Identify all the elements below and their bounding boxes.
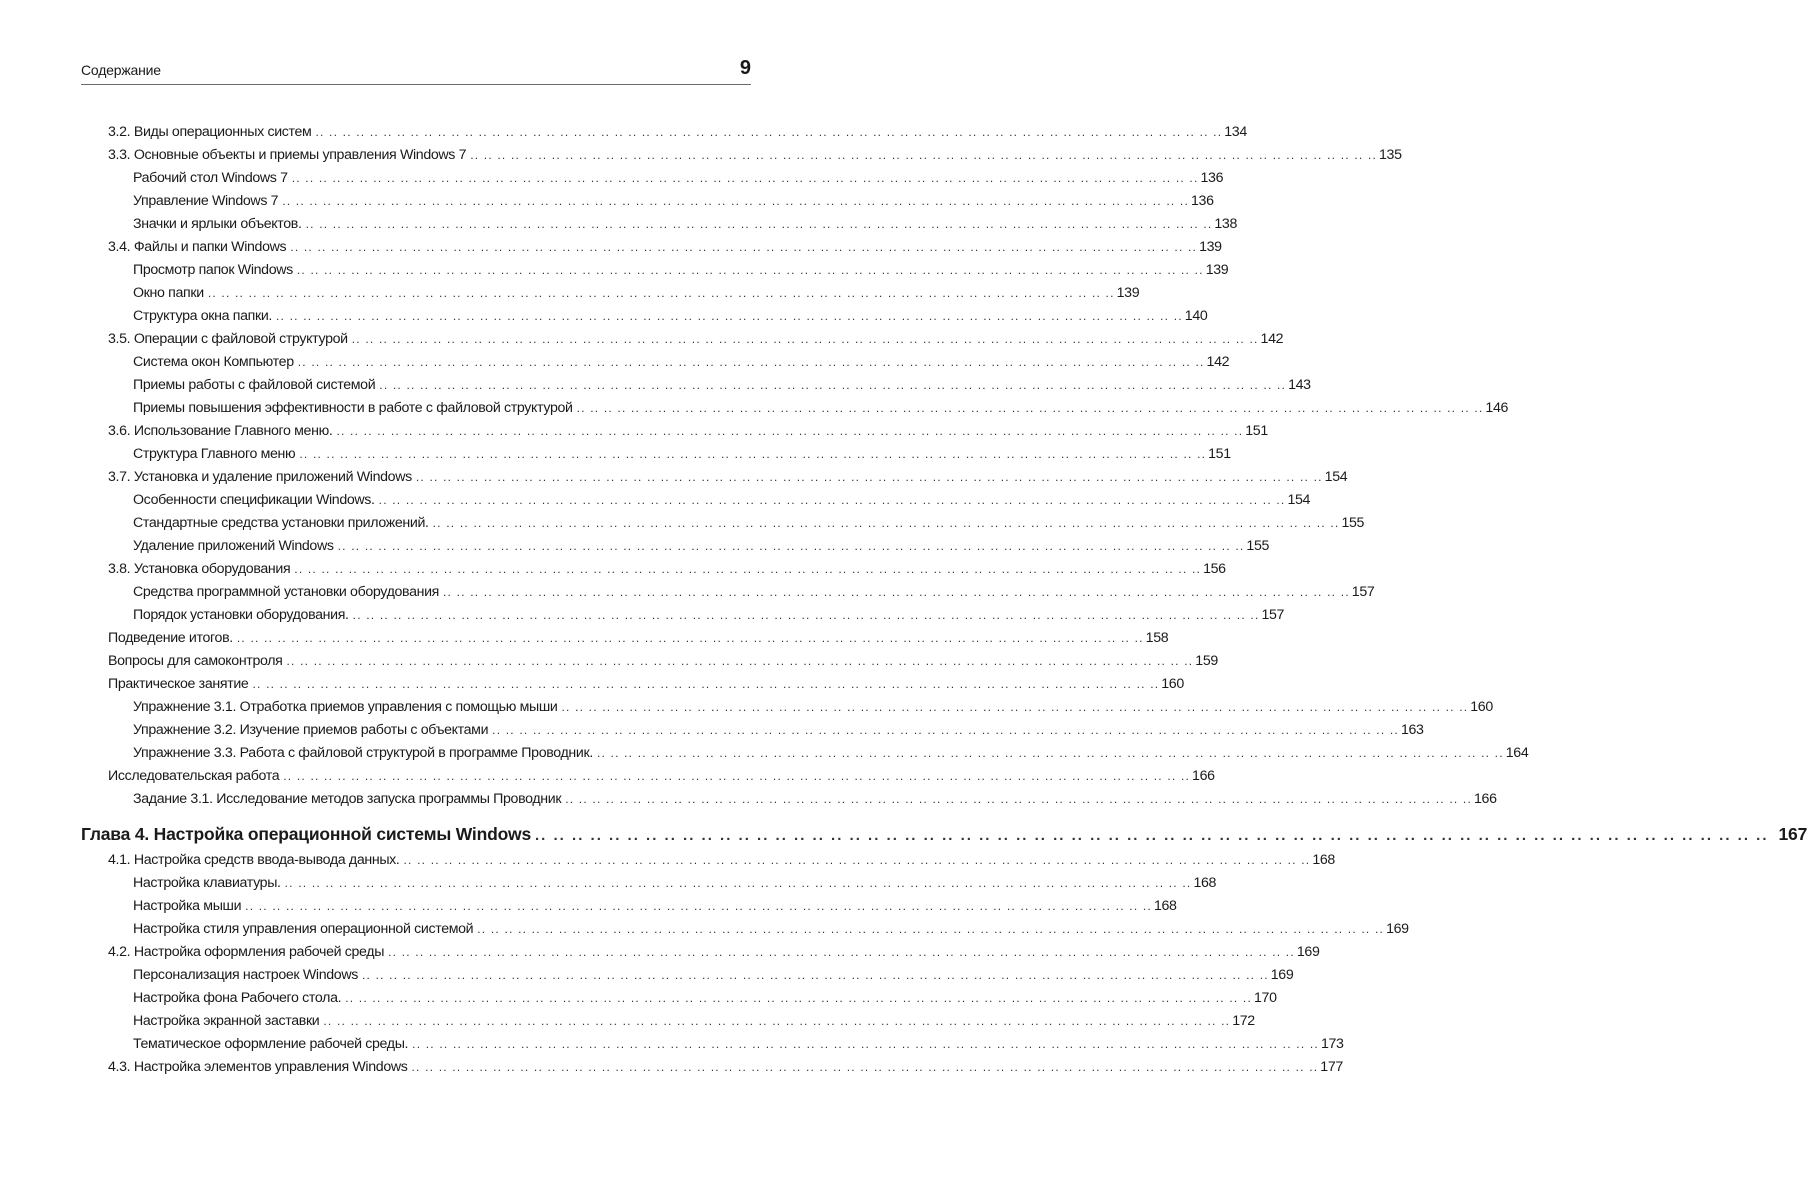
toc-entry-title: Исследовательская работа — [108, 768, 280, 784]
dot-leader: .. .. .. .. .. .. .. .. .. .. .. .. .. .. .. .. .. .. .. .. .. .. .. .. .. .. .. .. .. .. .. .. .. .. .. .. .. .. .. .. .. .. .. .. .. .. .. .. .. .. .. .. .. .. .. .. .. .. .. .. .. .. .. .. .. .. .. — [297, 355, 1205, 369]
toc-entry[interactable] — [81, 630, 1169, 653]
toc-entry-page: 157 — [1261, 607, 1285, 623]
toc-entry-title: Приемы работы с файловой системой — [133, 377, 376, 393]
toc-entry[interactable] — [81, 400, 1509, 423]
toc-entry[interactable] — [81, 584, 1375, 607]
toc-entry[interactable] — [81, 538, 1270, 561]
dot-leader: .. .. .. .. .. .. .. .. .. .. .. .. .. .. .. .. .. .. .. .. .. .. .. .. .. .. .. .. .. .. .. .. .. .. .. .. .. .. .. .. .. .. .. .. .. .. .. .. .. .. .. .. .. .. .. .. .. .. .. .. .. .. .. .. .. .. .. — [352, 608, 1260, 622]
dot-leader: .. .. .. .. .. .. .. .. .. .. .. .. .. .. .. .. .. .. .. .. .. .. .. .. .. .. .. .. .. .. .. .. .. .. .. .. .. .. .. .. .. .. .. .. .. .. .. .. .. .. .. .. .. .. .. .. .. .. .. .. .. .. .. .. .. .. .. — [443, 585, 1350, 599]
toc-entry-page: 151 — [1208, 446, 1231, 462]
toc-entry-title: Управление Windows 7 — [133, 193, 279, 209]
toc-entry[interactable] — [81, 170, 1224, 193]
toc-entry-title: Порядок установки оборудования. — [133, 607, 349, 623]
toc-entry-page: 168 — [1153, 898, 1177, 914]
toc-entry-page: 135 — [1378, 147, 1402, 163]
toc-entry-page: 160 — [1470, 699, 1493, 715]
toc-entry[interactable] — [81, 285, 1140, 308]
toc-entry[interactable] — [81, 1013, 1255, 1036]
toc-entry-title: Вопросы для самоконтроля — [108, 653, 283, 669]
dot-leader: .. .. .. .. .. .. .. .. .. .. .. .. .. .. .. .. .. .. .. .. .. .. .. .. .. .. .. .. .. .. .. .. .. .. .. .. .. .. .. .. .. .. .. .. .. .. .. .. .. .. .. .. .. .. .. .. .. .. .. .. .. .. .. .. .. .. .. — [276, 309, 1183, 323]
toc-entry-page: 157 — [1351, 584, 1375, 600]
toc-entry-page: 143 — [1288, 377, 1311, 393]
toc-entry-title: Упражнение 3.2. Изучение приемов работы с объектами — [133, 722, 489, 738]
toc-entry-title: 3.7. Установка и удаление приложений Windows — [108, 469, 412, 485]
page-number: 9 — [739, 57, 751, 79]
dot-leader: .. .. .. .. .. .. .. .. .. .. .. .. .. .. .. .. .. .. .. .. .. .. .. .. .. .. .. .. .. .. .. .. .. .. .. .. .. .. .. .. .. .. .. .. .. .. .. .. .. .. .. .. .. .. .. .. .. .. .. .. .. .. .. .. .. .. .. — [294, 562, 1202, 576]
toc-entry-page: 156 — [1203, 561, 1226, 577]
dot-leader: .. .. .. .. .. .. .. .. .. .. .. .. .. .. .. .. .. .. .. .. .. .. .. .. .. .. .. .. .. .. .. .. .. .. .. .. .. .. .. .. .. .. .. .. .. .. .. .. .. .. .. .. .. .. .. .. .. .. .. .. .. .. .. .. .. .. .. — [286, 654, 1194, 668]
toc-entry-page: 140 — [1184, 308, 1208, 324]
dot-leader: .. .. .. .. .. .. .. .. .. .. .. .. .. .. .. .. .. .. .. .. .. .. .. .. .. .. .. .. .. .. .. .. .. .. .. .. .. .. .. .. .. .. .. .. .. .. .. .. .. .. .. .. .. .. .. .. .. .. .. .. .. .. .. .. .. .. .. — [291, 171, 1199, 185]
toc-entry[interactable] — [81, 852, 1335, 875]
toc-entry-page: 142 — [1206, 354, 1230, 370]
toc-entry[interactable] — [81, 423, 1268, 446]
toc-entry[interactable] — [81, 699, 1493, 722]
toc-entry-title: Настройка мыши — [133, 898, 242, 914]
toc-entry-title: Стандартные средства установки приложений. — [133, 515, 429, 531]
toc-entry[interactable] — [81, 331, 1284, 354]
toc-entry-page: 155 — [1246, 538, 1270, 554]
dot-leader: .. .. .. .. .. .. .. .. .. .. .. .. .. .. .. .. .. .. .. .. .. .. .. .. .. .. .. .. .. .. .. .. .. .. .. .. .. .. .. .. .. .. .. .. .. .. .. .. .. .. .. .. .. .. .. .. .. .. .. .. .. .. .. .. .. .. .. — [565, 792, 1472, 806]
dot-leader: .. .. .. .. .. .. .. .. .. .. .. .. .. .. .. .. .. .. .. .. .. .. .. .. .. .. .. .. .. .. .. .. .. .. .. .. .. .. .. .. .. .. .. .. .. .. .. .. .. .. .. .. .. .. .. .. .. .. .. .. .. .. .. .. .. .. .. — [535, 827, 1769, 844]
toc-entry-page: 142 — [1260, 331, 1284, 347]
toc-entry-title: 4.1. Настройка средств ввода-вывода данных. — [108, 852, 400, 868]
dot-leader: .. .. .. .. .. .. .. .. .. .. .. .. .. .. .. .. .. .. .. .. .. .. .. .. .. .. .. .. .. .. .. .. .. .. .. .. .. .. .. .. .. .. .. .. .. .. .. .. .. .. .. .. .. .. .. .. .. .. .. .. .. .. .. .. .. .. .. — [296, 263, 1204, 277]
toc-entry-title: 4.2. Настройка оформления рабочей среды — [108, 944, 385, 960]
dot-leader: .. .. .. .. .. .. .. .. .. .. .. .. .. .. .. .. .. .. .. .. .. .. .. .. .. .. .. .. .. .. .. .. .. .. .. .. .. .. .. .. .. .. .. .. .. .. .. .. .. .. .. .. .. .. .. .. .. .. .. .. .. .. .. .. .. .. .. — [432, 516, 1340, 530]
toc-entry-page: 146 — [1485, 400, 1509, 416]
toc-entry-title: 3.2. Виды операционных систем — [108, 124, 312, 140]
toc-entry-title: Система окон Компьютер — [133, 354, 294, 370]
toc-entry-page: 155 — [1341, 515, 1365, 531]
dot-leader: .. .. .. .. .. .. .. .. .. .. .. .. .. .. .. .. .. .. .. .. .. .. .. .. .. .. .. .. .. .. .. .. .. .. .. .. .. .. .. .. .. .. .. .. .. .. .. .. .. .. .. .. .. .. .. .. .. .. .. .. .. .. .. .. .. .. .. — [415, 470, 1323, 484]
toc-entry-page: 172 — [1232, 1013, 1255, 1029]
toc-chapter-entry[interactable] — [81, 824, 1807, 852]
toc-entry-title: Приемы повышения эффективности в работе с файловой структурой — [133, 400, 573, 416]
dot-leader: .. .. .. .. .. .. .. .. .. .. .. .. .. .. .. .. .. .. .. .. .. .. .. .. .. .. .. .. .. .. .. .. .. .. .. .. .. .. .. .. .. .. .. .. .. .. .. .. .. .. .. .. .. .. .. .. .. .. .. .. .. .. .. .. .. .. .. — [323, 1014, 1231, 1028]
toc-entry-page: 170 — [1254, 990, 1277, 1006]
toc-entry[interactable] — [81, 262, 1229, 285]
toc-entry-title: Задание 3.1. Исследование методов запуска программы Проводник — [133, 791, 562, 807]
toc-entry-page: 160 — [1161, 676, 1184, 692]
toc-entry[interactable] — [81, 898, 1177, 921]
toc-entry-page: 151 — [1245, 423, 1268, 439]
toc-entry-page: 168 — [1312, 852, 1335, 868]
toc-entry-title: 3.5. Операции с файловой структурой — [108, 331, 348, 347]
toc-entry-title: Значки и ярлыки объектов. — [133, 216, 302, 232]
dot-leader: .. .. .. .. .. .. .. .. .. .. .. .. .. .. .. .. .. .. .. .. .. .. .. .. .. .. .. .. .. .. .. .. .. .. .. .. .. .. .. .. .. .. .. .. .. .. .. .. .. .. .. .. .. .. .. .. .. .. .. .. .. .. .. .. .. .. .. — [345, 991, 1252, 1005]
toc-entry-page: 167 — [1778, 824, 1807, 844]
toc-entry-page: 173 — [1320, 1036, 1344, 1052]
dot-leader: .. .. .. .. .. .. .. .. .. .. .. .. .. .. .. .. .. .. .. .. .. .. .. .. .. .. .. .. .. .. .. .. .. .. .. .. .. .. .. .. .. .. .. .. .. .. .. .. .. .. .. .. .. .. .. .. .. .. .. .. .. .. .. .. .. .. .. — [337, 539, 1245, 553]
dot-leader: .. .. .. .. .. .. .. .. .. .. .. .. .. .. .. .. .. .. .. .. .. .. .. .. .. .. .. .. .. .. .. .. .. .. .. .. .. .. .. .. .. .. .. .. .. .. .. .. .. .. .. .. .. .. .. .. .. .. .. .. .. .. .. .. .. .. .. — [351, 332, 1259, 346]
dot-leader: .. .. .. .. .. .. .. .. .. .. .. .. .. .. .. .. .. .. .. .. .. .. .. .. .. .. .. .. .. .. .. .. .. .. .. .. .. .. .. .. .. .. .. .. .. .. .. .. .. .. .. .. .. .. .. .. .. .. .. .. .. .. .. .. .. .. .. — [561, 700, 1469, 714]
toc-entry-page: 158 — [1145, 630, 1169, 646]
toc-entry-title: Окно папки — [133, 285, 204, 301]
toc-entry-title: Рабочий стол Windows 7 — [133, 170, 288, 186]
toc-entry-page: 163 — [1400, 722, 1424, 738]
toc-entry-page: 154 — [1287, 492, 1311, 508]
toc-entry-page: 164 — [1505, 745, 1529, 761]
running-header — [81, 56, 751, 85]
toc-entry-title: Упражнение 3.1. Отработка приемов управления с помощью мыши — [133, 699, 558, 715]
toc-entry[interactable] — [81, 492, 1311, 515]
table-of-contents — [81, 124, 1807, 1082]
dot-leader: .. .. .. .. .. .. .. .. .. .. .. .. .. .. .. .. .. .. .. .. .. .. .. .. .. .. .. .. .. .. .. .. .. .. .. .. .. .. .. .. .. .. .. .. .. .. .. .. .. .. .. .. .. .. .. .. .. .. .. .. .. .. .. .. .. .. .. — [388, 945, 1295, 959]
toc-entry-page: 169 — [1386, 921, 1409, 937]
toc-entry[interactable] — [81, 446, 1231, 469]
toc-entry[interactable] — [81, 308, 1208, 331]
toc-entry-title: 3.8. Установка оборудования — [108, 561, 291, 577]
dot-leader: .. .. .. .. .. .. .. .. .. .. .. .. .. .. .. .. .. .. .. .. .. .. .. .. .. .. .. .. .. .. .. .. .. .. .. .. .. .. .. .. .. .. .. .. .. .. .. .. .. .. .. .. .. .. .. .. .. .. .. .. .. .. .. .. .. .. .. — [299, 447, 1207, 461]
toc-entry[interactable] — [81, 1059, 1343, 1082]
toc-entry[interactable] — [81, 607, 1285, 630]
toc-entry-title: Подведение итогов. — [108, 630, 233, 646]
toc-entry-title: Структура окна папки. — [133, 308, 272, 324]
dot-leader: .. .. .. .. .. .. .. .. .. .. .. .. .. .. .. .. .. .. .. .. .. .. .. .. .. .. .. .. .. .. .. .. .. .. .. .. .. .. .. .. .. .. .. .. .. .. .. .. .. .. .. .. .. .. .. .. .. .. .. .. .. .. .. .. .. .. .. — [207, 286, 1115, 300]
toc-entry[interactable] — [81, 745, 1529, 768]
toc-entry[interactable] — [81, 990, 1277, 1013]
toc-entry-title: Настройка стиля управления операционной системой — [133, 921, 474, 937]
dot-leader: .. .. .. .. .. .. .. .. .. .. .. .. .. .. .. .. .. .. .. .. .. .. .. .. .. .. .. .. .. .. .. .. .. .. .. .. .. .. .. .. .. .. .. .. .. .. .. .. .. .. .. .. .. .. .. .. .. .. .. .. .. .. .. .. .. .. .. — [284, 876, 1192, 890]
toc-entry-page: 139 — [1205, 262, 1229, 278]
toc-entry-title: Средства программной установки оборудования — [133, 584, 439, 600]
dot-leader: .. .. .. .. .. .. .. .. .. .. .. .. .. .. .. .. .. .. .. .. .. .. .. .. .. .. .. .. .. .. .. .. .. .. .. .. .. .. .. .. .. .. .. .. .. .. .. .. .. .. .. .. .. .. .. .. .. .. .. .. .. .. .. .. .. .. .. — [283, 769, 1191, 783]
toc-entry[interactable] — [81, 1036, 1344, 1059]
toc-entry-title: Настройка клавиатуры. — [133, 875, 281, 891]
toc-entry[interactable] — [81, 561, 1226, 584]
toc-entry-title: Особенности спецификации Windows. — [133, 492, 375, 508]
toc-entry-page: 139 — [1116, 285, 1140, 301]
toc-entry-page: 139 — [1199, 239, 1222, 255]
dot-leader: .. .. .. .. .. .. .. .. .. .. .. .. .. .. .. .. .. .. .. .. .. .. .. .. .. .. .. .. .. .. .. .. .. .. .. .. .. .. .. .. .. .. .. .. .. .. .. .. .. .. .. .. .. .. .. .. .. .. .. .. .. .. .. .. .. .. .. — [379, 378, 1287, 392]
dot-leader: .. .. .. .. .. .. .. .. .. .. .. .. .. .. .. .. .. .. .. .. .. .. .. .. .. .. .. .. .. .. .. .. .. .. .. .. .. .. .. .. .. .. .. .. .. .. .. .. .. .. .. .. .. .. .. .. .. .. .. .. .. .. .. .. .. .. .. — [470, 148, 1377, 162]
toc-entry[interactable] — [81, 967, 1294, 990]
toc-entry-title: Персонализация настроек Windows — [133, 967, 358, 983]
dot-leader: .. .. .. .. .. .. .. .. .. .. .. .. .. .. .. .. .. .. .. .. .. .. .. .. .. .. .. .. .. .. .. .. .. .. .. .. .. .. .. .. .. .. .. .. .. .. .. .. .. .. .. .. .. .. .. .. .. .. .. .. .. .. .. .. .. .. .. — [290, 240, 1198, 254]
header-title: Содержание — [81, 62, 161, 78]
toc-entry-page: 166 — [1474, 791, 1497, 807]
dot-leader: .. .. .. .. .. .. .. .. .. .. .. .. .. .. .. .. .. .. .. .. .. .. .. .. .. .. .. .. .. .. .. .. .. .. .. .. .. .. .. .. .. .. .. .. .. .. .. .. .. .. .. .. .. .. .. .. .. .. .. .. .. .. .. .. .. .. .. — [315, 125, 1223, 139]
toc-entry-title: Удаление приложений Windows — [133, 538, 334, 554]
toc-entry[interactable] — [81, 515, 1365, 538]
toc-entry-page: 136 — [1200, 170, 1224, 186]
toc-entry-page: 169 — [1296, 944, 1320, 960]
toc-entry-page: 154 — [1324, 469, 1348, 485]
toc-entry-page: 166 — [1192, 768, 1215, 784]
toc-entry-title: Глава 4. Настройка операционной системы Windows — [81, 824, 532, 844]
toc-entry[interactable] — [81, 676, 1184, 699]
toc-entry-title: 4.3. Настройка элементов управления Windows — [108, 1059, 408, 1075]
toc-entry[interactable] — [81, 239, 1222, 262]
toc-entry[interactable] — [81, 193, 1214, 216]
toc-entry-page: 169 — [1270, 967, 1294, 983]
toc-entry-page: 168 — [1193, 875, 1217, 891]
toc-entry-title: 3.6. Использование Главного меню. — [108, 423, 333, 439]
dot-leader: .. .. .. .. .. .. .. .. .. .. .. .. .. .. .. .. .. .. .. .. .. .. .. .. .. .. .. .. .. .. .. .. .. .. .. .. .. .. .. .. .. .. .. .. .. .. .. .. .. .. .. .. .. .. .. .. .. .. .. .. .. .. .. .. .. .. .. — [245, 899, 1152, 913]
toc-entry[interactable] — [81, 768, 1215, 791]
dot-leader: .. .. .. .. .. .. .. .. .. .. .. .. .. .. .. .. .. .. .. .. .. .. .. .. .. .. .. .. .. .. .. .. .. .. .. .. .. .. .. .. .. .. .. .. .. .. .. .. .. .. .. .. .. .. .. .. .. .. .. .. .. .. .. .. .. .. .. — [576, 401, 1484, 415]
dot-leader: .. .. .. .. .. .. .. .. .. .. .. .. .. .. .. .. .. .. .. .. .. .. .. .. .. .. .. .. .. .. .. .. .. .. .. .. .. .. .. .. .. .. .. .. .. .. .. .. .. .. .. .. .. .. .. .. .. .. .. .. .. .. .. .. .. .. .. — [336, 424, 1244, 438]
toc-entry-page: 134 — [1224, 124, 1247, 140]
toc-entry[interactable] — [81, 921, 1409, 944]
dot-leader: .. .. .. .. .. .. .. .. .. .. .. .. .. .. .. .. .. .. .. .. .. .. .. .. .. .. .. .. .. .. .. .. .. .. .. .. .. .. .. .. .. .. .. .. .. .. .. .. .. .. .. .. .. .. .. .. .. .. .. .. .. .. .. .. .. .. .. — [403, 853, 1311, 867]
toc-entry-page: 177 — [1320, 1059, 1343, 1075]
toc-entry-page: 138 — [1214, 216, 1238, 232]
dot-leader: .. .. .. .. .. .. .. .. .. .. .. .. .. .. .. .. .. .. .. .. .. .. .. .. .. .. .. .. .. .. .. .. .. .. .. .. .. .. .. .. .. .. .. .. .. .. .. .. .. .. .. .. .. .. .. .. .. .. .. .. .. .. .. .. .. .. .. — [282, 194, 1189, 208]
toc-entry-title: Настройка фона Рабочего стола. — [133, 990, 342, 1006]
dot-leader: .. .. .. .. .. .. .. .. .. .. .. .. .. .. .. .. .. .. .. .. .. .. .. .. .. .. .. .. .. .. .. .. .. .. .. .. .. .. .. .. .. .. .. .. .. .. .. .. .. .. .. .. .. .. .. .. .. .. .. .. .. .. .. .. .. .. .. — [378, 493, 1286, 507]
toc-entry[interactable] — [81, 124, 1247, 147]
dot-leader: .. .. .. .. .. .. .. .. .. .. .. .. .. .. .. .. .. .. .. .. .. .. .. .. .. .. .. .. .. .. .. .. .. .. .. .. .. .. .. .. .. .. .. .. .. .. .. .. .. .. .. .. .. .. .. .. .. .. .. .. .. .. .. .. .. .. .. — [252, 677, 1160, 691]
dot-leader: .. .. .. .. .. .. .. .. .. .. .. .. .. .. .. .. .. .. .. .. .. .. .. .. .. .. .. .. .. .. .. .. .. .. .. .. .. .. .. .. .. .. .. .. .. .. .. .. .. .. .. .. .. .. .. .. .. .. .. .. .. .. .. .. .. .. .. — [236, 631, 1144, 645]
toc-entry-title: Практическое занятие — [108, 676, 249, 692]
dot-leader: .. .. .. .. .. .. .. .. .. .. .. .. .. .. .. .. .. .. .. .. .. .. .. .. .. .. .. .. .. .. .. .. .. .. .. .. .. .. .. .. .. .. .. .. .. .. .. .. .. .. .. .. .. .. .. .. .. .. .. .. .. .. .. .. .. .. .. — [596, 746, 1504, 760]
toc-entry[interactable] — [81, 653, 1218, 676]
dot-leader: .. .. .. .. .. .. .. .. .. .. .. .. .. .. .. .. .. .. .. .. .. .. .. .. .. .. .. .. .. .. .. .. .. .. .. .. .. .. .. .. .. .. .. .. .. .. .. .. .. .. .. .. .. .. .. .. .. .. .. .. .. .. .. .. .. .. .. — [492, 723, 1399, 737]
dot-leader: .. .. .. .. .. .. .. .. .. .. .. .. .. .. .. .. .. .. .. .. .. .. .. .. .. .. .. .. .. .. .. .. .. .. .. .. .. .. .. .. .. .. .. .. .. .. .. .. .. .. .. .. .. .. .. .. .. .. .. .. .. .. .. .. .. .. .. — [361, 968, 1269, 982]
toc-entry[interactable] — [81, 722, 1424, 745]
toc-entry[interactable] — [81, 944, 1320, 967]
toc-entry[interactable] — [81, 216, 1238, 239]
toc-entry[interactable] — [81, 147, 1402, 170]
toc-entry-title: 3.3. Основные объекты и приемы управления Windows 7 — [108, 147, 467, 163]
toc-entry-title: 3.4. Файлы и папки Windows — [108, 239, 287, 255]
toc-entry[interactable] — [81, 377, 1311, 400]
toc-entry-page: 136 — [1191, 193, 1214, 209]
dot-leader: .. .. .. .. .. .. .. .. .. .. .. .. .. .. .. .. .. .. .. .. .. .. .. .. .. .. .. .. .. .. .. .. .. .. .. .. .. .. .. .. .. .. .. .. .. .. .. .. .. .. .. .. .. .. .. .. .. .. .. .. .. .. .. .. .. .. .. — [477, 922, 1385, 936]
toc-entry[interactable] — [81, 791, 1497, 814]
toc-entry[interactable] — [81, 875, 1217, 898]
toc-entry[interactable] — [81, 469, 1348, 492]
dot-leader: .. .. .. .. .. .. .. .. .. .. .. .. .. .. .. .. .. .. .. .. .. .. .. .. .. .. .. .. .. .. .. .. .. .. .. .. .. .. .. .. .. .. .. .. .. .. .. .. .. .. .. .. .. .. .. .. .. .. .. .. .. .. .. .. .. .. .. — [411, 1060, 1319, 1074]
toc-entry-page: 159 — [1195, 653, 1218, 669]
toc-entry-title: Тематическое оформление рабочей среды. — [133, 1036, 409, 1052]
toc-entry-title: Упражнение 3.3. Работа с файловой структурой в программе Проводник. — [133, 745, 593, 761]
dot-leader: .. .. .. .. .. .. .. .. .. .. .. .. .. .. .. .. .. .. .. .. .. .. .. .. .. .. .. .. .. .. .. .. .. .. .. .. .. .. .. .. .. .. .. .. .. .. .. .. .. .. .. .. .. .. .. .. .. .. .. .. .. .. .. .. .. .. .. — [305, 217, 1213, 231]
toc-entry[interactable] — [81, 354, 1230, 377]
toc-entry-title: Структура Главного меню — [133, 446, 296, 462]
toc-entry-title: Просмотр папок Windows — [133, 262, 293, 278]
toc-entry-title: Настройка экранной заставки — [133, 1013, 320, 1029]
dot-leader: .. .. .. .. .. .. .. .. .. .. .. .. .. .. .. .. .. .. .. .. .. .. .. .. .. .. .. .. .. .. .. .. .. .. .. .. .. .. .. .. .. .. .. .. .. .. .. .. .. .. .. .. .. .. .. .. .. .. .. .. .. .. .. .. .. .. .. — [412, 1037, 1319, 1051]
